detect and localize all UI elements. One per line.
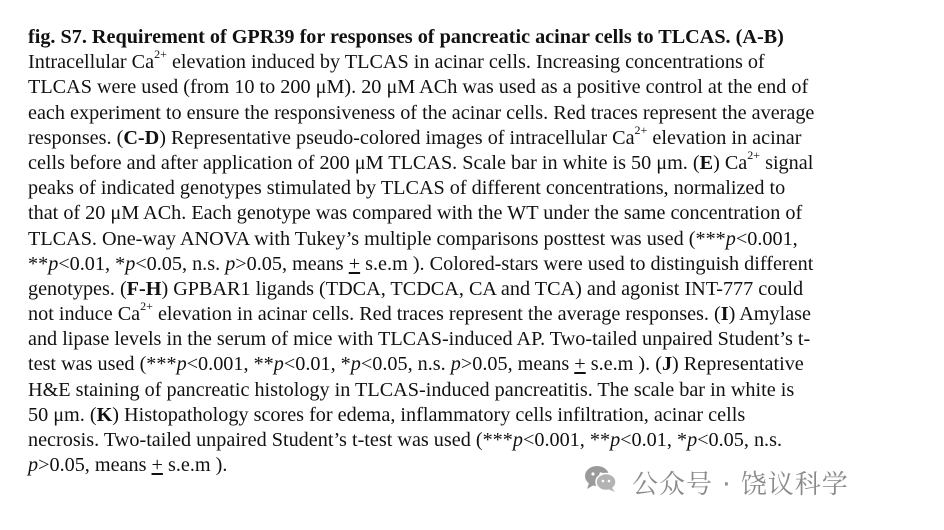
caption-line (28, 148, 908, 176)
caption-text: s.e.m ). (162, 454, 228, 477)
wechat-icon (584, 464, 618, 501)
caption-text: <0.001, (735, 227, 798, 250)
caption-text: E (699, 151, 714, 174)
caption-text: p (450, 353, 461, 376)
caption-text: >0.05, means (460, 353, 575, 376)
caption-text: J (661, 353, 673, 376)
caption-line (28, 75, 908, 100)
caption-text: not induce Ca (28, 303, 141, 326)
superscript: 2+ (140, 299, 153, 314)
caption-text: elevation in acinar (647, 126, 802, 149)
caption-text: TLCAS. One-way ANOVA with Tukey’s multiple comparisons posttest was used (*** (28, 227, 726, 250)
caption-text: <0.001, ** (186, 353, 274, 376)
caption-text: + (151, 454, 163, 477)
caption-text: <0.05, n.s. (135, 252, 226, 275)
figure-caption (28, 25, 908, 478)
caption-text: peaks of indicated genotypes stimulated by TLCAS of different concentrations, normalized to (28, 177, 786, 200)
caption-text: >0.05, means (235, 252, 349, 275)
caption-line (28, 227, 908, 252)
caption-text: s.e.m ). ( (585, 353, 662, 376)
caption-text: Intracellular Ca (28, 51, 155, 74)
caption-line (28, 277, 908, 302)
caption-text: <0.01, * (58, 252, 126, 275)
caption-text: ) Ca (713, 151, 748, 174)
superscript: 2+ (634, 123, 648, 138)
caption-text: responses. ( (28, 126, 124, 149)
superscript: 2+ (154, 47, 167, 62)
caption-text: ) Representative pseudo-colored images of intracellular Ca (159, 126, 635, 149)
caption-line (28, 352, 908, 377)
caption-text: test was used (*** (28, 353, 177, 376)
caption-text: p (125, 252, 136, 275)
caption-text: elevation in acinar cells. Red traces represent the average responses. ( (152, 303, 721, 326)
caption-text: p (28, 454, 39, 477)
caption-text: H&E staining of pancreatic histology in TLCAS-induced pancreatitis. The scale bar in white is (28, 378, 795, 401)
caption-text: genotypes. ( (28, 277, 127, 300)
caption-text: K (96, 403, 113, 426)
caption-text: <0.01, * (620, 429, 688, 451)
caption-text: s.e.m ). Colored-stars were used to distinguish different (360, 252, 814, 275)
caption-line (28, 123, 908, 151)
caption-text: >0.05, means (38, 454, 152, 477)
caption-text: + (574, 353, 586, 376)
caption-line (28, 176, 908, 201)
caption-text: TLCAS were used (from 10 to 200 μM). 20 μM ACh was used as a positive control at the end of (28, 76, 809, 99)
caption-text: F-H (126, 277, 162, 300)
caption-line (28, 299, 908, 327)
caption-text: + (348, 252, 361, 275)
caption-text: I (720, 303, 729, 326)
caption-text: p (687, 429, 698, 451)
caption-text: ) Representative (672, 353, 804, 376)
caption-text: p (48, 252, 59, 275)
caption-line (28, 101, 908, 126)
caption-text: p (350, 353, 361, 376)
caption-text: each experiment to ensure the responsiveness of the acinar cells. Red traces represent the average (28, 101, 815, 124)
caption-text: p (725, 227, 736, 250)
watermark (584, 462, 849, 502)
caption-text: ) GPBAR1 ligands (TDCA, TCDCA, CA and TCA) and agonist INT-777 could (161, 277, 804, 300)
superscript: 2+ (747, 148, 761, 163)
caption-text: cells before and after application of 200 μM TLCAS. Scale bar in white is 50 μm. ( (28, 151, 700, 174)
caption-text: elevation induced by TLCAS in acinar cells. Increasing concentrations of (166, 51, 765, 74)
caption-line (28, 428, 908, 453)
watermark-text: 公众号 · 饶议科学 (632, 469, 849, 500)
caption-text: ) Histopathology scores for edema, inflammatory cells infiltration, acinar cells (112, 403, 746, 426)
caption-line (28, 403, 908, 428)
caption-line (28, 201, 908, 226)
caption-text: that of 20 μM ACh. Each genotype was compared with the WT under the same concentration of (28, 202, 803, 225)
caption-line (28, 47, 908, 75)
caption-text: p (610, 429, 621, 451)
caption-text: 50 μm. ( (28, 403, 97, 426)
caption-text: p (225, 252, 236, 275)
caption-text: <0.001, ** (522, 429, 611, 451)
caption-line (28, 327, 908, 352)
caption-text: p (273, 353, 284, 376)
caption-text: signal (760, 151, 814, 174)
caption-text: <0.05, n.s. (360, 353, 451, 376)
caption-text: <0.05, n.s. (697, 429, 783, 451)
caption-line (28, 252, 908, 277)
caption-text: <0.01, * (283, 353, 351, 376)
caption-text: and lipase levels in the serum of mice with TLCAS-induced AP. Two-tailed unpaired Student’s t- (28, 328, 811, 351)
caption-line (28, 378, 908, 403)
caption-text: necrosis. Two-tailed unpaired Student’s t-test was used (*** (28, 429, 513, 451)
caption-text: fig. S7. Requirement of GPR39 for responses of pancreatic acinar cells to TLCAS. (A-B) (28, 26, 784, 48)
caption-text: ) Amylase (728, 303, 811, 326)
caption-text: p (512, 429, 523, 451)
caption-text: C-D (123, 126, 160, 149)
caption-text: ** (28, 252, 49, 275)
caption-text: p (176, 353, 187, 376)
